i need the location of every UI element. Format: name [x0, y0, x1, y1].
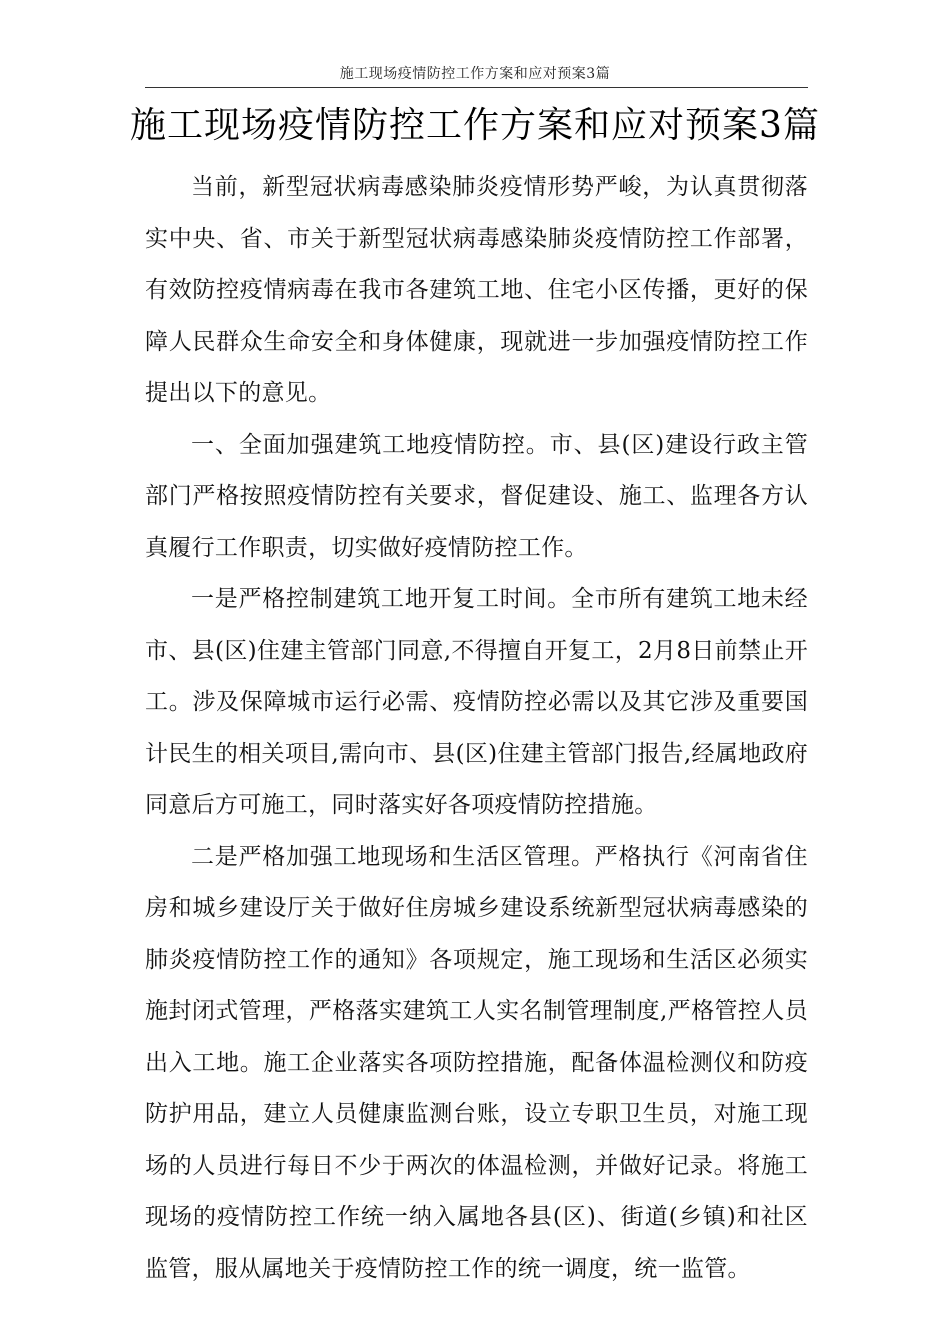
document-body: [145, 162, 808, 1295]
paragraph-item-2: 二是严格加强工地现场和生活区管理。严格执行《河南省住房和城乡建设厅关于做好住房城乡建设系统新型冠状病毒感染的肺炎疫情防控工作的通知》各项规定，施工现场和生活区必须实施封闭式管理，严格落实建筑工人实名制管理制度,严格管控人员出入工地。施工企业落实各项防控措施，配备体温检测仪和防疫防护用品，建立人员健康监测台账，设立专职卫生员，对施工现场的人员进行每日不少于两次的体温检测，并做好记录。将施工现场的疫情防控工作统一纳入属地各县(区)、街道(乡镇)和社区监管，服从属地关于疫情防控工作的统一调度，统一监管。: [145, 843, 808, 1282]
document-title: 施工现场疫情防控工作方案和应对预案3篇: [130, 105, 820, 146]
paragraph-intro: 当前，新型冠状病毒感染肺炎疫情形势严峻，为认真贯彻落实中央、省、市关于新型冠状病毒感染肺炎疫情防控工作部署，有效防控疫情病毒在我市各建筑工地、住宅小区传播，更好的保障人民群众生命安全和身体健康，现就进一步加强疫情防控工作提出以下的意见。: [145, 174, 808, 406]
header-divider: [145, 87, 808, 88]
paragraph-item-1: 一是严格控制建筑工地开复工时间。全市所有建筑工地未经市、县(区)住建主管部门同意,不得擅自开复工，2月8日前禁止开工。涉及保障城市运行必需、疫情防控必需以及其它涉及重要国计民生的相关项目,需向市、县(区)住建主管部门报告,经属地政府同意后方可施工，同时落实好各项疫情防控措施。: [145, 586, 808, 818]
page-header: 施工现场疫情防控工作方案和应对预案3篇: [339, 66, 611, 82]
paragraph-section-1: 一、全面加强建筑工地疫情防控。市、县(区)建设行政主管部门严格按照疫情防控有关要求，督促建设、施工、监理各方认真履行工作职责，切实做好疫情防控工作。: [145, 431, 808, 561]
